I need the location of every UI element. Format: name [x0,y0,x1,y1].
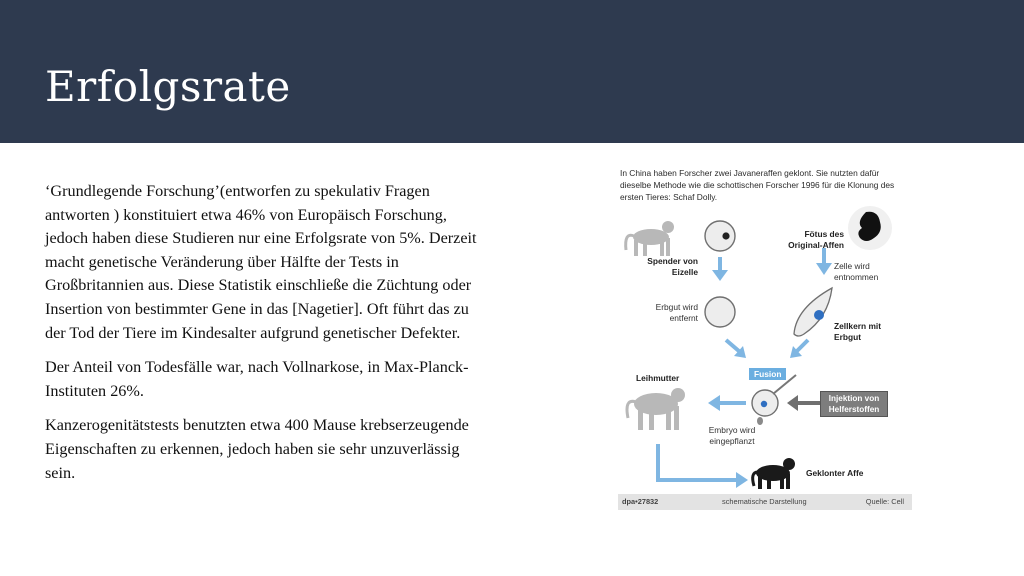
figure-caption: In China haben Forscher zwei Javaneraffen geklont. Sie nutzten dafür dieselbe Methode wie die schottischen Forscher 1996 für die Klonung des ersten Tieres: Schaf Dolly. [620,168,895,202]
label-donor: Spender von Eizelle [647,256,698,277]
paragraph-cancer-tests: Kanzerogenitätstests benutzten etwa 400 Mause krebserzeugende Eigenschaften zu erkennen, jedoch haben sie sehr unzuverlässig sein. [45,416,469,482]
label-genome-removed: Erbgut wird entfernt [655,302,698,323]
footer-source: Quelle: Cell [865,497,904,506]
arrow-injection-icon [787,395,820,411]
paragraph-research: ‘Grundlegende Forschung’(entworfen zu spekulativ Fragen antworten ) konstituiert etwa 46% von Europäisch Forschung, jedoch haben diese Studieren nur eine Erfolgsrate von 5%. Derzeit macht genetische Veränderung über Hälfte der Tests in Großbritannien aus. Diese Statistik einschließe die Züchtung oder Insertion von bestimmter Gene in das [Nagetier]. Oft führt das zu der Tod der Tiere im Kindesalter aufgrund genetischer Defekter. [45,182,477,342]
label-fetus: Fötus des Original-Affen [788,229,844,250]
label-nucleus: Zellkern mit Erbgut [834,321,882,342]
label-cell-removed: Zelle wird entnommen [834,261,879,282]
injection-box: Injektion von Helferstoffen [820,391,888,417]
fusion-badge: Fusion [749,368,786,380]
paragraph-deaths: Der Anteil von Todesfälle war, nach Vollnarkose, in Max-Planck-Instituten 26%. [45,358,469,400]
footer-note: schematische Darstellung [722,497,807,506]
footer-agency: dpa•27832 [622,497,659,506]
arrow-diag-left-icon [726,340,746,358]
arrow-left-icon [708,395,746,411]
title-bar [0,0,1024,143]
enucleated-egg-icon [705,297,735,327]
body-text [45,180,477,496]
donor-cell-icon [794,288,832,336]
arrow-down-right-icon [816,248,832,275]
fused-cell-icon [752,375,796,425]
arrow-down-left-icon [712,257,728,281]
arrow-clone-icon [656,444,748,488]
label-surrogate: Leihmutter [636,373,680,383]
fetus-icon [848,206,892,250]
cloned-monkey-icon [753,458,795,489]
donor-monkey-icon [626,221,674,256]
surrogate-monkey-icon [627,388,685,430]
label-embryo: Embryo wird eingepflanzt [708,425,756,446]
figure-footer [618,494,912,510]
egg-cell-icon [705,221,735,251]
cloning-infographic [616,160,912,512]
slide-title: Erfolgsrate [45,62,291,111]
label-cloned: Geklonter Affe [806,468,864,478]
arrow-diag-right-icon [790,340,808,358]
